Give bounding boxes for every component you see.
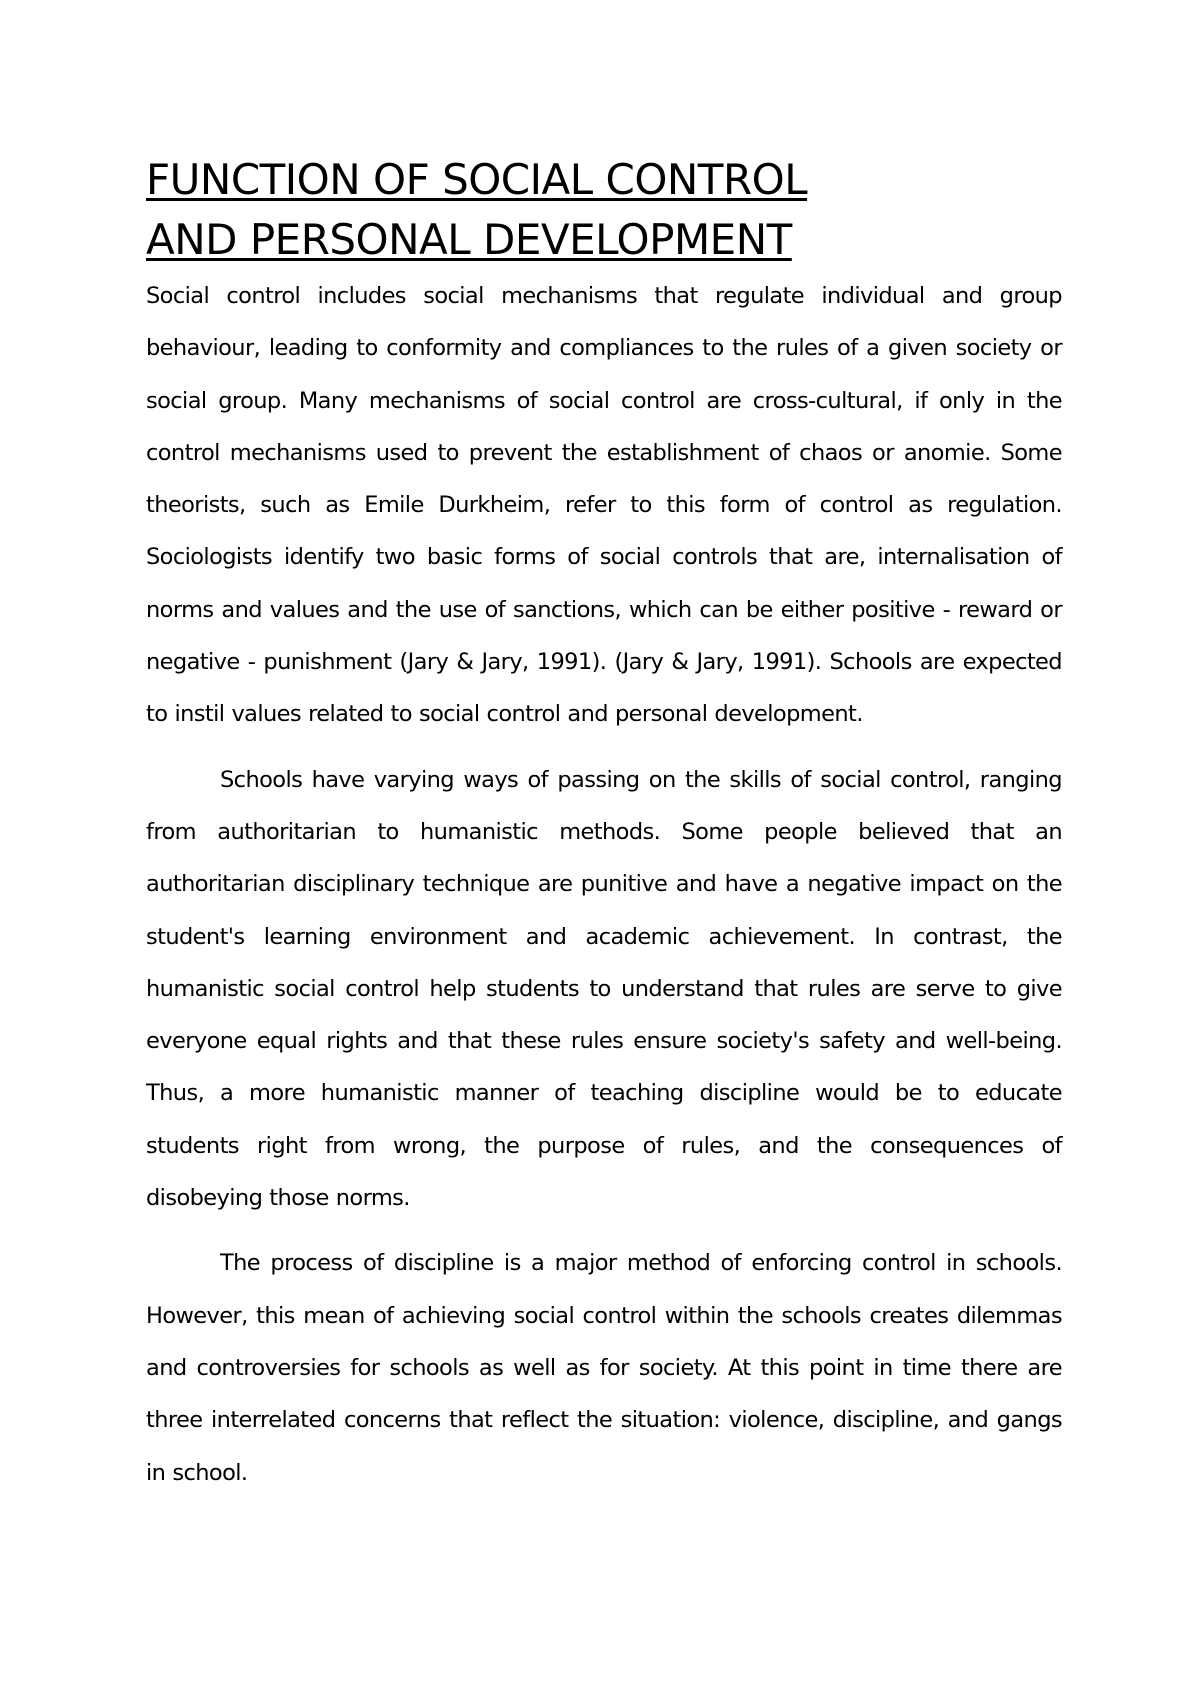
paragraph-3: The process of discipline is a major method of enforcing control in schools. However, this mean of achieving social control within the schools creates dilemmas and controversies for schools as well as for society. At this point in time there are three interrelated concerns that reflect the situation: violence, discipline, and gangs in school. <box>146 1250 1062 1486</box>
document-title <box>146 150 1062 270</box>
title-line-1: FUNCTION OF SOCIAL CONTROL <box>146 155 808 204</box>
paragraph-1: Social control includes social mechanisms that regulate individual and group behaviour, leading to conformity and compliances to the rules of a given society or social group. Many mechanisms of social control are cross-cultural, if only in the control mechanisms used to prevent the establishment of chaos or anomie. Some theorists, such as Emile Durkheim, refer to this form of control as regulation. Sociologists identify two basic forms of social controls that are, internalisation of norms and values and the use of sanctions, which can be either positive - reward or negative - punishment (Jary & Jary, 1991). (Jary & Jary, 1991). Schools are expected to instil values related to social control and personal development. <box>146 283 1062 728</box>
document-body <box>146 150 1062 1499</box>
paragraph-2: Schools have varying ways of passing on the skills of social control, ranging from authoritarian to humanistic methods. Some people believed that an authoritarian disciplinary technique are punitive and have a negative impact on the student's learning environment and academic achievement. In contrast, the humanistic social control help students to understand that rules are serve to give everyone equal rights and that these rules ensure society's safety and well-being. Thus, a more humanistic manner of teaching discipline would be to educate students right from wrong, the purpose of rules, and the consequences of disobeying those norms. <box>146 766 1062 1212</box>
title-line-2: AND PERSONAL DEVELOPMENT <box>146 215 792 264</box>
